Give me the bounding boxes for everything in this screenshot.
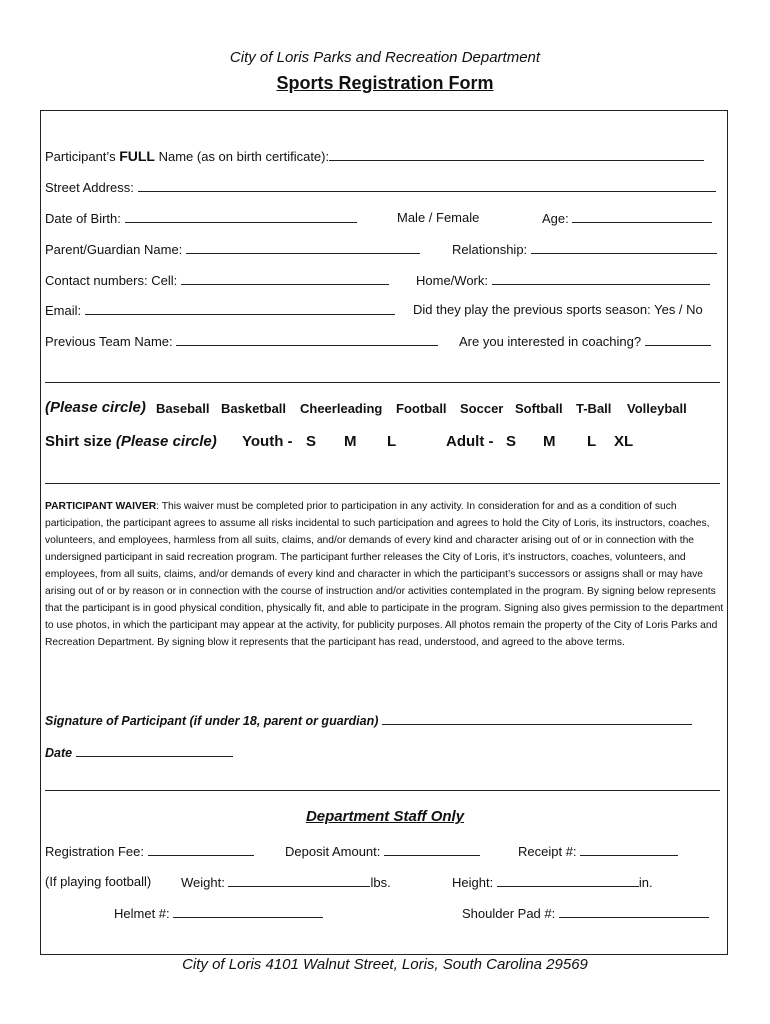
signature-wrap	[45, 712, 692, 728]
guardian-field[interactable]	[186, 241, 420, 254]
divider-3	[45, 790, 720, 791]
receipt-label: Receipt #:	[518, 844, 577, 859]
sport-baseball[interactable]: Baseball	[156, 401, 210, 416]
signature-field[interactable]	[382, 712, 692, 725]
deposit-label: Deposit Amount:	[285, 844, 381, 859]
deposit-wrap	[285, 843, 480, 859]
dob-label-wrap	[45, 210, 357, 226]
form-title-text: Sports Registration Form	[276, 73, 494, 93]
shoulder-field[interactable]	[559, 905, 709, 918]
sport-softball[interactable]: Softball	[515, 401, 563, 416]
street-row	[45, 179, 716, 195]
email-label: Email:	[45, 303, 82, 318]
sports-circle-label: (Please circle)	[45, 399, 146, 416]
reg-fee-field[interactable]	[148, 843, 254, 856]
deposit-field[interactable]	[384, 843, 480, 856]
sport-football[interactable]: Football	[396, 401, 447, 416]
shoulder-wrap	[462, 905, 709, 921]
helmet-wrap	[114, 905, 323, 921]
football-label: (If playing football)	[45, 874, 152, 889]
relationship-label: Relationship:	[452, 242, 528, 257]
coaching-field[interactable]	[645, 333, 711, 346]
waiver-text: : This waiver must be completed prior to participation in any activity. In consideration for and as a condition of such participation, the participant agrees to assume all risks incidental to such participation and agrees to hold the City of Loris, its instructors, coaches, volunteers, and employees, harmless from all suits, claims, and/or demands of every kind and character arising out of or in connection with the undersigned participant in said recreation program. The participant further releases the City of Loris, it’s instructors, coaches, volunteers, and employees, from all suits, claims, and/or demands of every kind and character in which the participant’s successors or assigns shall or may have arising out of or by reason or in connection with the course of instruction and/or activities contemplated in the program. By signing below represents that the participant is in good physical condition, physically fit, and able to participate in the program. Signing also gives permission to the department to use photos, in which the participant may appear at the activity, for publicity purposes. All photos remain the property of the City of Loris Parks and Recreation Department. By signing blow it represents that the participant has read, understood, and agreed to the above terms.	[45, 501, 724, 648]
sport-basketball[interactable]: Basketball	[221, 401, 287, 416]
footer-address: City of Loris 4101 Walnut Street, Loris, South Carolina 29569	[182, 956, 588, 973]
adult-size-xl[interactable]: XL	[614, 433, 634, 450]
receipt-field[interactable]	[580, 843, 678, 856]
adult-size-m[interactable]: M	[543, 433, 556, 450]
coaching-wrap	[459, 333, 711, 349]
youth-size-s[interactable]: S	[306, 433, 317, 450]
form-title	[0, 73, 770, 94]
age-field[interactable]	[572, 210, 712, 223]
shirt-size-label: Shirt size	[45, 433, 112, 450]
height-label: Height:	[452, 875, 494, 890]
height-wrap	[452, 874, 653, 890]
guardian-label: Parent/Guardian Name:	[45, 242, 183, 257]
cell-field[interactable]	[181, 272, 389, 285]
youth-size-l[interactable]: L	[387, 433, 397, 450]
height-field[interactable]	[497, 874, 639, 887]
homework-label: Home/Work:	[416, 273, 488, 288]
weight-field[interactable]	[228, 874, 370, 887]
age-label: Age:	[542, 211, 569, 226]
cell-label: Contact numbers: Cell:	[45, 273, 178, 288]
department-name: City of Loris Parks and Recreation Department	[229, 49, 541, 66]
staff-title	[0, 808, 770, 825]
date-wrap	[45, 744, 233, 760]
prev-team-wrap	[45, 333, 438, 349]
sports-row	[45, 399, 146, 417]
date-field[interactable]	[76, 744, 233, 757]
weight-unit: lbs.	[370, 875, 391, 890]
shoulder-label: Shoulder Pad #:	[462, 906, 556, 921]
helmet-field[interactable]	[173, 905, 323, 918]
youth-label: Youth -	[242, 433, 293, 450]
sport-cheerleading[interactable]: Cheerleading	[300, 401, 383, 416]
reg-fee-wrap	[45, 843, 254, 859]
relationship-wrap	[452, 241, 717, 257]
age-wrap	[542, 210, 712, 226]
weight-label: Weight:	[181, 875, 225, 890]
homework-wrap	[416, 272, 710, 288]
sport-tball[interactable]: T-Ball	[576, 401, 612, 416]
reg-fee-label: Registration Fee:	[45, 844, 144, 859]
participant-name-row	[45, 148, 704, 164]
date-label: Date	[45, 746, 73, 760]
relationship-field[interactable]	[531, 241, 717, 254]
divider-1	[45, 382, 720, 383]
shirt-size-label-wrap	[45, 433, 217, 450]
gender-options[interactable]: Male / Female	[397, 210, 480, 225]
receipt-wrap	[518, 843, 678, 859]
dob-label: Date of Birth:	[45, 211, 121, 226]
height-unit: in.	[638, 875, 653, 890]
guardian-wrap	[45, 241, 420, 257]
homework-field[interactable]	[492, 272, 710, 285]
adult-label: Adult -	[446, 433, 494, 450]
prev-team-field[interactable]	[176, 333, 438, 346]
shirt-size-circle-label: (Please circle)	[115, 433, 217, 450]
street-label: Street Address:	[45, 180, 134, 195]
email-wrap	[45, 302, 395, 318]
participant-waiver	[45, 498, 730, 651]
participant-name-field[interactable]	[329, 148, 704, 161]
street-field[interactable]	[138, 179, 716, 192]
previous-season-question[interactable]: Did they play the previous sports season: Yes / No	[413, 302, 703, 317]
waiver-heading: PARTICIPANT WAIVER	[45, 501, 157, 512]
cell-wrap	[45, 272, 389, 288]
email-field[interactable]	[85, 302, 395, 315]
weight-wrap	[181, 874, 391, 890]
youth-size-m[interactable]: M	[344, 433, 357, 450]
signature-label: Signature of Participant (if under 18, parent or guardian)	[45, 714, 379, 728]
prev-team-label: Previous Team Name:	[45, 334, 173, 349]
participant-label-suffix: Name (as on birth certificate):	[158, 149, 330, 164]
divider-2	[45, 483, 720, 484]
participant-label-prefix: Participant’s	[45, 149, 116, 164]
participant-label-full: FULL	[119, 148, 155, 164]
coaching-label: Are you interested in coaching?	[459, 334, 642, 349]
sport-soccer[interactable]: Soccer	[460, 401, 504, 416]
dob-field[interactable]	[125, 210, 357, 223]
adult-size-s[interactable]: S	[506, 433, 517, 450]
adult-size-l[interactable]: L	[587, 433, 597, 450]
helmet-label: Helmet #:	[114, 906, 170, 921]
sport-volleyball[interactable]: Volleyball	[627, 401, 687, 416]
staff-title-text: Department Staff Only	[305, 808, 465, 825]
